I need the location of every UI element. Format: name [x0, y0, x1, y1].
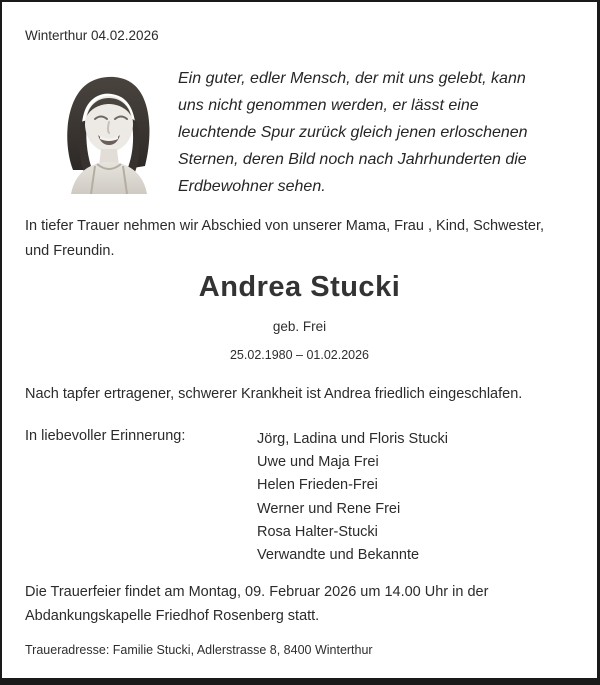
mourner-entry: Rosa Halter-Stucki — [257, 523, 378, 540]
death-note: Nach tapfer ertragener, schwerer Krankheit ist Andrea friedlich eingeschlafen. — [25, 386, 523, 402]
quote-line: Erdbewohner sehen. — [178, 178, 326, 195]
mourner-entry: Uwe und Maja Frei — [257, 454, 379, 471]
farewell-text — [25, 214, 577, 263]
memorial-quote — [178, 65, 578, 200]
portrait-photo — [57, 72, 160, 194]
mourner-entry: Helen Frieden-Frei — [257, 477, 378, 494]
farewell-line: und Freundin. — [25, 242, 115, 259]
funeral-line: Die Trauerfeier findet am Montag, 09. Februar 2026 um 14.00 Uhr in der — [25, 584, 489, 600]
mourner-entry: Jörg, Ladina und Floris Stucki — [257, 431, 449, 447]
life-dates: 25.02.1980 – 01.02.2026 — [229, 348, 370, 362]
dateline: Winterthur 04.02.2026 — [25, 28, 159, 43]
portrait-photo-illustration — [57, 72, 160, 194]
maiden-name: geb. Frei — [272, 319, 327, 334]
deceased-name: Andrea Stucki — [198, 271, 401, 303]
mourners-list — [257, 428, 448, 567]
funeral-line: Abdankungskapelle Friedhof Rosenberg statt. — [25, 608, 320, 624]
quote-line: Ein guter, edler Mensch, der mit uns gelebt, kann — [178, 70, 526, 87]
remembrance-label: In liebevoller Erinnerung: — [25, 428, 186, 444]
quote-line: Sternen, deren Bild noch nach Jahrhunderten die — [178, 151, 527, 168]
mourning-address: Traueradresse: Familie Stucki, Adlerstrasse 8, 8400 Winterthur — [25, 643, 373, 657]
mourner-entry: Werner und Rene Frei — [257, 500, 401, 517]
quote-line: uns nicht genommen werden, er lässt eine — [178, 97, 479, 114]
farewell-line: In tiefer Trauer nehmen wir Abschied von unserer Mama, Frau , Kind, Schwester, — [25, 218, 545, 234]
funeral-info — [25, 580, 555, 628]
mourner-entry: Verwandte und Bekannte — [257, 547, 420, 564]
quote-line: leuchtende Spur zurück gleich jenen erloschenen — [178, 124, 528, 141]
